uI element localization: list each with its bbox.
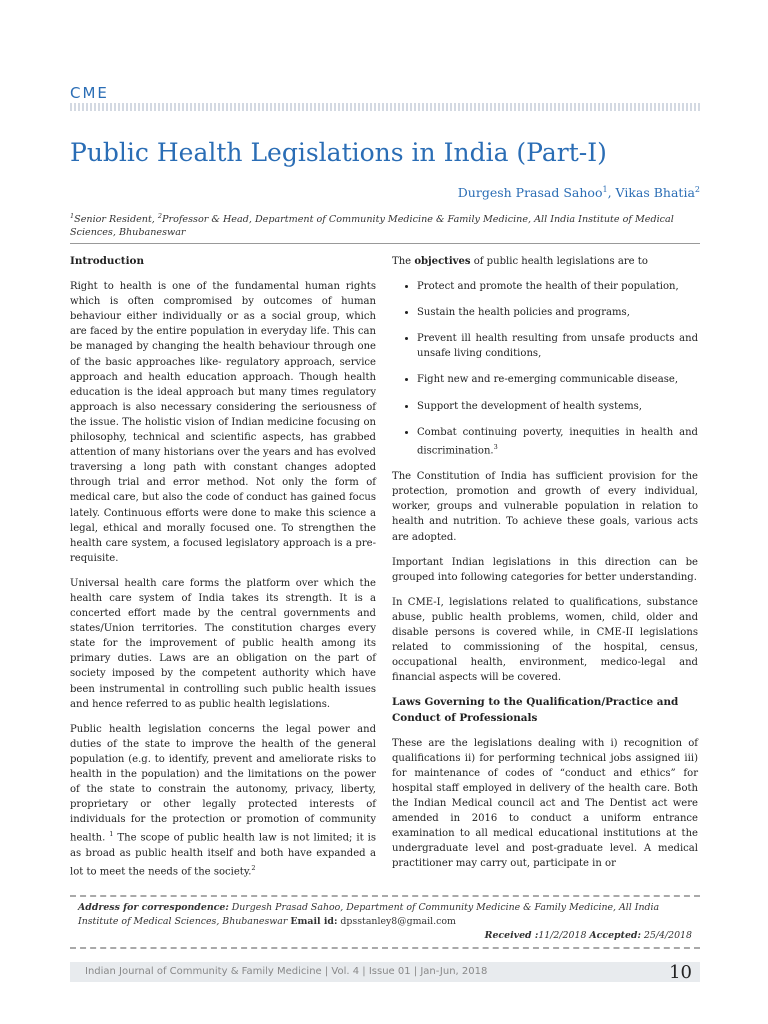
correspondence-box: Address for correspondence: Durgesh Prasad Sahoo, Department of Community Medicine & Family Medicine, All India Institute of Medical Sciences, Bhubaneswar Email id: dpsstanley8@gmail.com Received :11/2/2018 Accepted: 25/4/2018 [70,895,700,949]
list-item: • Fight new and re-emerging communicable disease, [417,372,698,387]
section-heading-laws: Laws Governing to the Qualification/Practice and Conduct of Professionals [392,696,679,724]
list-item: • Prevent ill health resulting from unsafe products and unsafe living conditions, [417,331,698,361]
paragraph: In CME-I, legislations related to qualifications, substance abuse, public health problems, women, child, older and disable persons is covered while, in CME-II legislations related to commissioning of the hospital, census, occupational health, environment, medico-legal and financial aspects will be covered. [392,596,698,684]
citation: 3 [493,442,498,451]
journal-citation: Indian Journal of Community & Family Medicine | Vol. 4 | Issue 01 | Jan-Jun, 2018 [85,966,488,977]
article-title: Public Health Legislations in India (Part-I) [70,138,607,167]
paragraph: The Constitution of India has sufficient provision for the protection, promotion and growth of every individual, worker, groups and vulnerable population in relation to health and nutrition. To achieve these goals, various acts are adopted. [392,471,698,543]
received-accepted-dates: Received :11/2/2018 Accepted: 25/4/2018 [484,930,692,941]
paragraph: Public health legislation concerns the legal power and duties of the state to improve the health of the general population (e.g. to identify, prevent and ameliorate risks to health in the population) and the limitations on the power of the state to constrain the autonomy, privacy, liberty, proprietary or other legally protected interests of individuals for the protection or promotion of community health. $^1$ The scope of public health law is not limited; it is as broad as public health itself and both have expanded a lot to meet the needs of the society.$^2$ [70,723,376,878]
objectives-list [392,279,698,458]
list-item: • Support the development of health systems, [417,399,698,414]
left-column [70,254,376,889]
section-heading-introduction: Introduction [70,255,144,267]
page-number: 10 [669,962,692,983]
header-rule [70,243,700,244]
paragraph: These are the legislations dealing with i) recognition of qualifications ii) for performing technical jobs assigned iii) for maintenance of codes of “conduct and ethics” for hospital staff employed in delivery of the health care. Both the Indian Medical council act and The Dentist act were amended in 2016 to conduct a uniform entrance examination to all medical educational institutions at the undergraduate level and post-graduate level. A medical practitioner may carry out, participate in or [392,737,698,870]
objectives-intro: The objectives of public health legislations are to [392,256,648,267]
affiliations: $^1$Senior Resident, $^2$Professor & Head, Department of Community Medicine & Family Medicine, All India Institute of Medical Sciences, Bhubaneswar [70,212,674,239]
header-dotted-bar [70,103,700,111]
paragraph: Right to health is one of the fundamental human rights which is often compromised by outcomes of human behaviour either individually or as a social group, which are faced by the entire population in everyday life. This can be managed by changing the health behaviour through one of the basic approaches like- regulatory approach, service approach and health education approach. Though health education is the ideal approach but many times regulatory approach is also necessary considering the seriousness of the issue. The holistic vision of Indian medicine focusing on philosophy, technical and scientific aspects, has grabbed attention of many historians over the years and has evolved traversing a long path with constant changes adopted through trial and error method. Not only the form of medical care, but also the code of conduct has gained focus lately. Continuous efforts were done to make this science a legal, ethical and morally focused one. To strengthen the health care system, a focused legislatory approach is a pre-requisite. [70,281,376,564]
list-item: • Sustain the health policies and programs, [417,305,698,320]
authors: Durgesh Prasad Sahoo$^1$, Vikas Bhatia$^2$ [457,185,700,201]
section-label: CME [70,84,109,102]
list-item: • Protect and promote the health of their population, [417,279,698,294]
email-address: dpsstanley8@gmail.com [337,916,456,927]
paragraph: Universal health care forms the platform over which the health care system of India takes its strength. It is a concerted effort made by the central governments and states/Union territories. The constitution charges every state for the improvement of public health among its primary duties. Laws are an obligation on the part of society imposed by the competent authority which have been instrumental in controlling such public health issues and hence referred to as public health legislations. [70,577,376,710]
right-column [392,254,698,881]
author-2: Vikas Bhatia [615,185,695,201]
list-item: • Combat continuing poverty, inequities in health and discrimination.$^3$ [417,425,698,459]
author-1: Durgesh Prasad Sahoo [457,185,603,201]
citation: 2 [251,863,256,872]
citation: 1 [109,830,114,839]
paragraph: Important Indian legislations in this direction can be grouped into following categories for better understanding. [392,556,698,583]
